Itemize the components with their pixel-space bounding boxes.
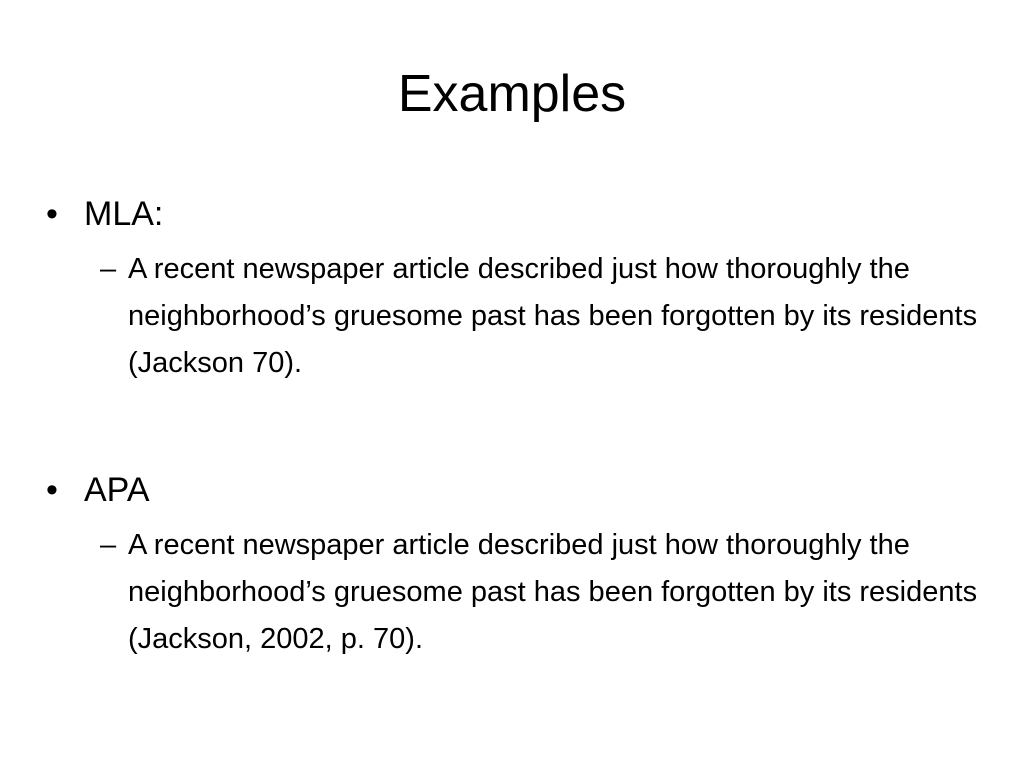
sub-bullet-text: A recent newspaper article described just how thoroughly the neighborhood’s gruesome past has been forgotten by its residents (Jackson, 2002, p. 70).	[128, 529, 978, 655]
bullet-label: MLA:	[84, 195, 164, 233]
bullet-mla	[40, 192, 980, 387]
sub-bullet-marker: –	[100, 253, 117, 285]
bullet-marker: •	[46, 471, 58, 509]
bullet-label: APA	[84, 471, 150, 509]
bullet-apa	[40, 468, 980, 663]
sub-bullet-text: A recent newspaper article described just how thoroughly the neighborhood’s gruesome past has been forgotten by its residents (Jackson 70).	[128, 253, 978, 379]
sub-bullet-marker: –	[100, 529, 117, 561]
bullet-marker: •	[46, 195, 58, 233]
bullet-row	[40, 192, 980, 236]
bullet-row	[40, 468, 980, 512]
sub-bullet-apa	[100, 522, 988, 663]
sub-bullet-mla	[100, 246, 988, 387]
slide-title: Examples	[397, 65, 627, 123]
